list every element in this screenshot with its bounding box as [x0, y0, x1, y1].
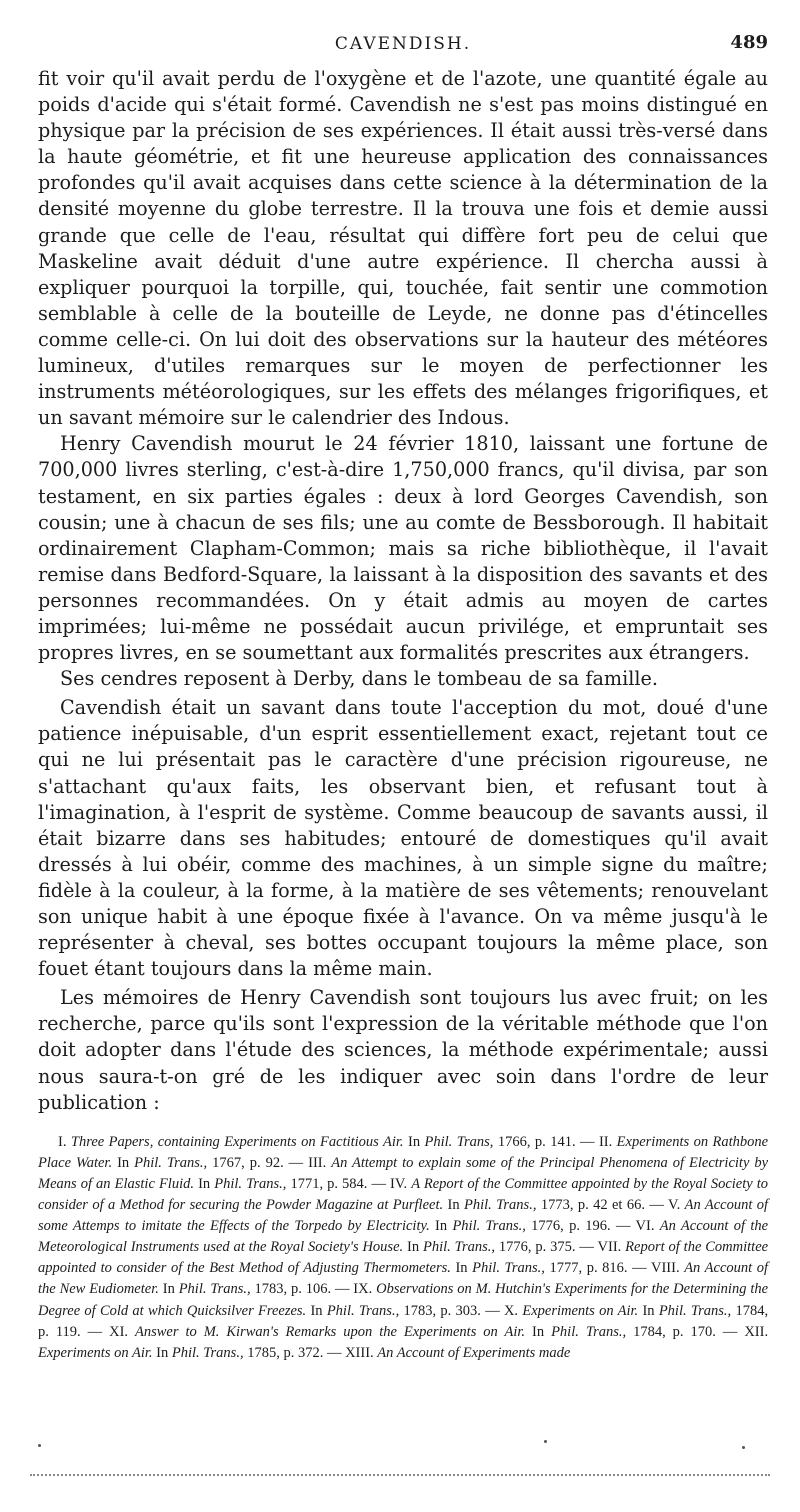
- reference: — VIII. An Account of the New Eudiometer. In Phil. Trans., 1783, p. 106.: [38, 1260, 769, 1298]
- reference: — XIII. An Account of Experiments made: [326, 1344, 571, 1361]
- reference: — II. Experiments on Rathbone Place Water. In Phil. Trans., 1767, p. 92.: [38, 1133, 769, 1171]
- running-title: CAVENDISH.: [334, 34, 472, 54]
- reference: — VII. Report of the Committee appointed to consider of the Best Method of Adjusting Thermometers. In Phil. Trans., 1777, p. 816.: [38, 1239, 769, 1277]
- paragraph-3: Ses cendres reposent à Derby, dans le tombeau de sa famille.: [60, 667, 658, 691]
- paragraph-4: Cavendish était un savant dans toute l'acception du mot, doué d'une patience inépuisable, d'un esprit essentiellement exact, rejetant tout ce qui ne lui présentait pas le caractère d'une précision rigoureuse, ne s'attachant qu'aux faits, les observant bien, et refusant tout à l'imagination, à l'esprit de système. Comme beaucoup de savants aussi, il était bizarre dans ses habitudes; entouré de domestiques qu'il avait dressés à lui obéir, comme des machines, à un simple signe du maître; fidèle à la couleur, à la forme, à la matière de ses vêtements; renouvelant son unique habit à une époque fixée à l'avance. On va même jusqu'à le représenter à cheval, ses bottes occupant toujours la même place, son fouet étant toujours dans la même main.: [38, 696, 768, 981]
- paragraph-2: Henry Cavendish mourut le 24 février 1810, laissant une fortune de 700,000 livres sterling, c'est-à-dire 1,750,000 francs, qu'il divisa, par son testament, en six parties égales : deux à lord Georges Cavendish, son cousin; une à chacun de ses fils; une au comte de Bessborough. Il habitait ordinairement Clapham-Common; mais sa riche bibliothèque, il l'avait remise dans Bedford-Square, la laissant à la disposition des savants et des personnes recommandées. On y était admis au moyen de cartes imprimées; lui-même ne possédait aucun privilége, et empruntait ses propres livres, en se soumettant aux formalités prescrites aux étrangers.: [38, 432, 768, 665]
- reference: I. Three Papers, containing Experiments on Factitious Air. In Phil. Trans, 1766, p. 141.: [58, 1133, 576, 1150]
- page-bottom-rule: [30, 1474, 770, 1476]
- reference: — XI. Answer to M. Kirwan's Remarks upon the Experiments on Air. In Phil. Trans., 1784, p. 170.: [87, 1323, 716, 1340]
- paragraph-1: fit voir qu'il avait perdu de l'oxygène et de l'azote, une quantité égale au poids d'acide qui s'était formé. Cavendish ne s'est pas moins distingué en physique par la précision de ses expériences. Il était aussi très-versé dans la haute géométrie, et fit une heureuse application des connaissances profondes qu'il avait acquises dans cette science à la détermination de la densité moyenne du globe terrestre. Il la trouva une fois et demie aussi grande que celle de l'eau, résultat qui diffère fort peu de celui que Maskeline avait déduit d'une autre expérience. Il chercha aussi à expliquer pourquoi la torpille, qui, touchée, fait sentir une commotion semblable à celle de la bouteille de Leyde, ne donne pas d'étincelles comme celle-ci. On lui doit des observations sur la hauteur des météores lumineux, d'utiles remarques sur le moyen de perfectionner les instruments météorologiques, sur les effets des mélanges frigorifiques, et un savant mémoire sur le calendrier des Indous.: [38, 67, 768, 430]
- paragraph-5: Les mémoires de Henry Cavendish sont toujours lus avec fruit; on les recherche, parce qu'ils sont l'expression de la véritable méthode que l'on doit adopter dans l'étude des sciences, la méthode expérimentale; aussi nous saura-t-on gré de les indiquer avec soin dans l'ordre de leur publication :: [38, 986, 768, 1114]
- reference: — VI. An Account of the Meteorological Instruments used at the Royal Society's House. In Phil. Trans., 1776, p. 375.: [38, 1218, 769, 1256]
- body-text: [38, 66, 768, 1116]
- reference: — III. An Attempt to explain some of the Principal Phenomena of Electricity by Means of an Elastic Fluid. In Phil. Trans., 1771, p. 584.: [38, 1154, 769, 1192]
- reference: — V. An Account of some Attemps to imitate the Effects of the Torpedo by Electricity. In Phil. Trans., 1776, p. 196.: [38, 1197, 769, 1235]
- book-page: [38, 0, 768, 1364]
- bibliography: [38, 1132, 768, 1364]
- page-number: 489: [730, 32, 768, 53]
- reference: — XII. Experiments on Air. In Phil. Trans., 1785, p. 372.: [38, 1323, 769, 1361]
- reference: — X. Experiments on Air. In Phil. Trans., 1784, p. 119.: [38, 1302, 769, 1340]
- reference: — IV. A Report of the Committee appointed by the Royal Society to consider of a Method for securing the Powder Magazine at Purfleet. In Phil. Trans., 1773, p. 42 et 66.: [38, 1175, 769, 1214]
- page-header: [38, 0, 768, 66]
- reference: — IX. Observations on M. Hutchin's Experiments for the Determining the Degree of Cold at which Quicksilver Freezes. In Phil. Trans., 1783, p. 303.: [38, 1281, 769, 1319]
- bibliography-list: [38, 1132, 768, 1364]
